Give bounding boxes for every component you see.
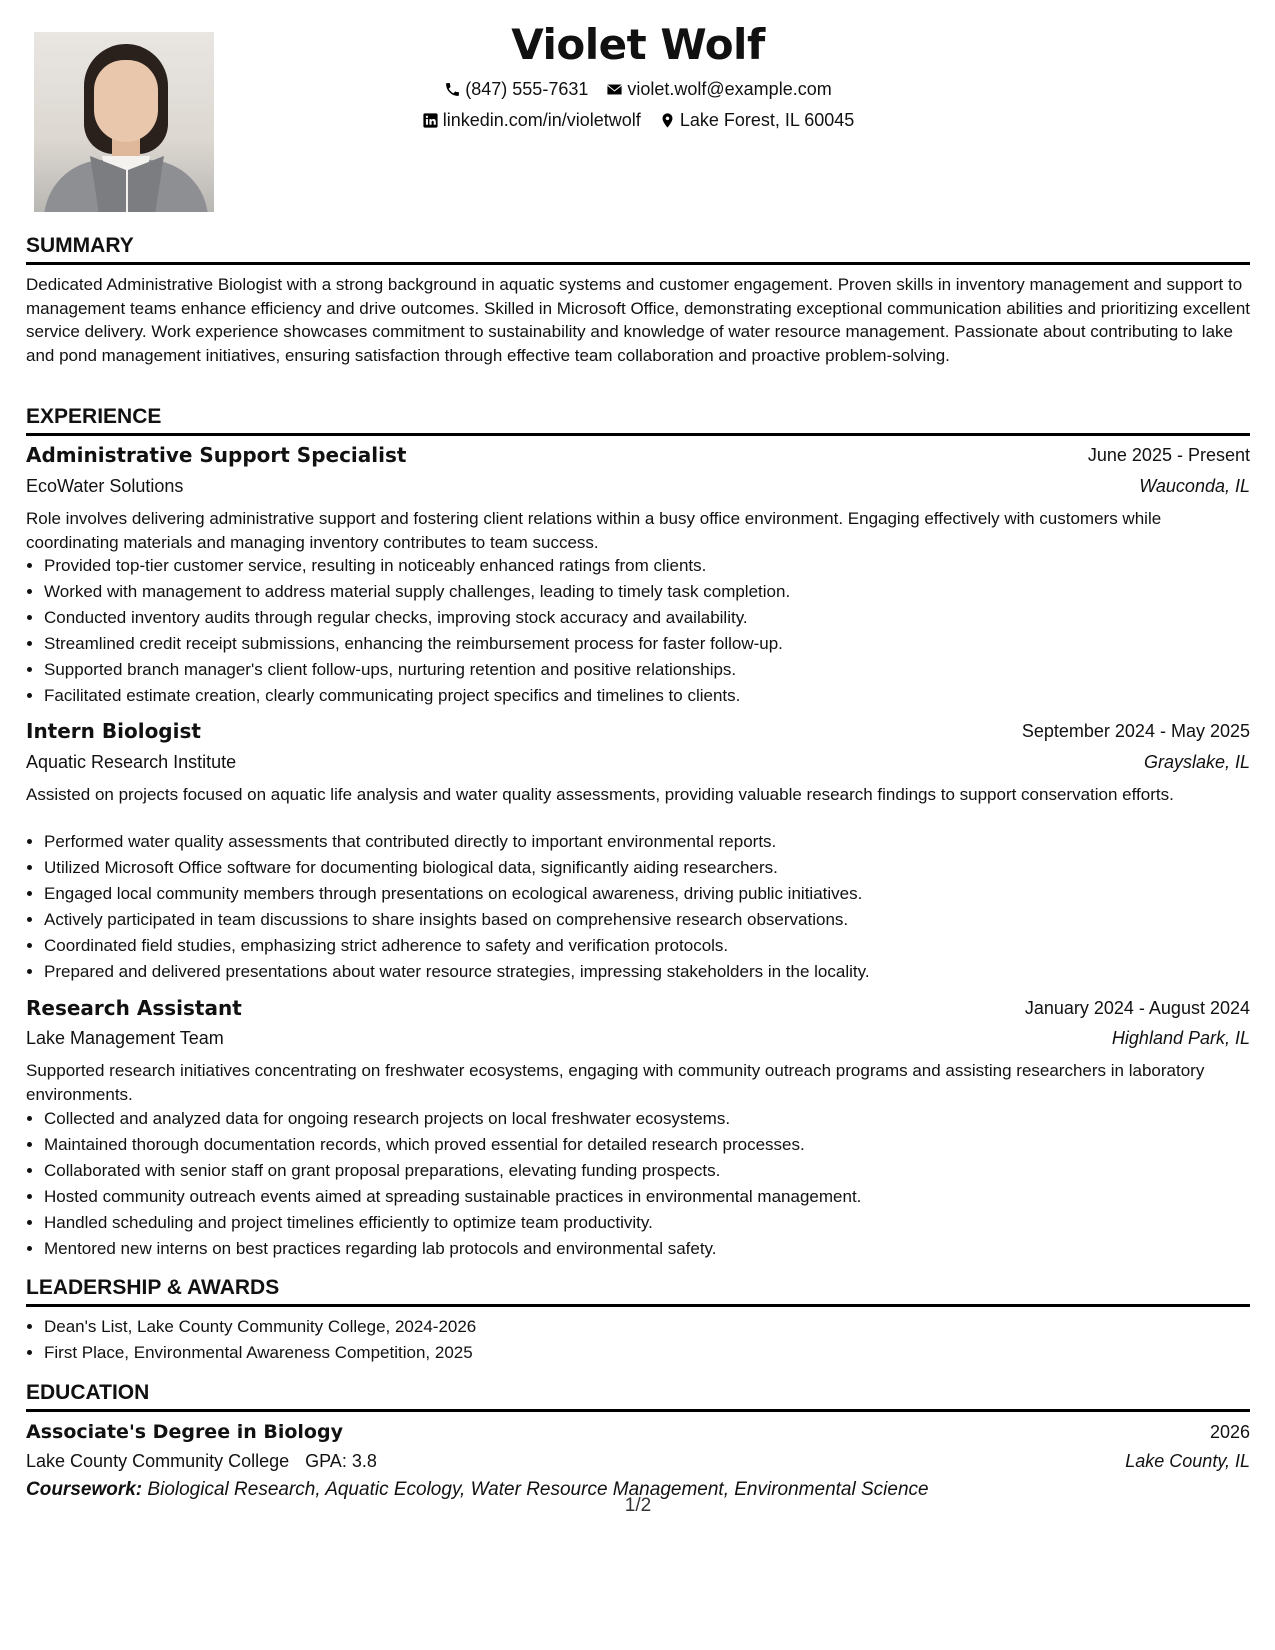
summary-text: Dedicated Administrative Biologist with a strong background in aquatic systems and customer engagement. Proven skills in inventory management and support to management teams enhance efficiency and drive outcomes. Skilled in Microsoft Office, demonstrating exceptional communication abilities and prioritizing excellent service delivery. Work experience showcases commitment to sustainability and knowledge of water resource management. Passionate about contributing to lake and pond management initiatives, ensuring satisfaction through effective team collaboration and proactive problem-solving. <box>26 275 1250 365</box>
contact-row-2 <box>26 110 1250 131</box>
job-location: Highland Park, IL <box>1111 1028 1250 1048</box>
job-location: Wauconda, IL <box>1139 476 1250 496</box>
list-item: • Engaged local community members through presentations on ecological awareness, driving public initiatives. <box>44 881 1268 907</box>
education-heading: EDUCATION <box>26 1381 1250 1412</box>
summary-heading: SUMMARY <box>26 234 1250 265</box>
list-item: • Dean's List, Lake County Community College, 2024-2026 <box>44 1314 1268 1340</box>
awards-list <box>26 1314 1268 1366</box>
contact-row-1 <box>26 79 1250 100</box>
location-text: Lake Forest, IL 60045 <box>679 110 855 130</box>
phone-icon <box>444 81 461 98</box>
list-item: • Worked with management to address material supply challenges, leading to timely task completion. <box>44 579 1268 605</box>
list-item: • Maintained thorough documentation records, which proved essential for detailed research processes. <box>44 1132 1268 1158</box>
job-description: Assisted on projects focused on aquatic life analysis and water quality assessments, providing valuable research findings to support conservation efforts. <box>26 785 1174 804</box>
gpa: GPA: 3.8 <box>305 1451 377 1471</box>
email-address[interactable]: violet.wolf@example.com <box>627 79 832 99</box>
list-item: • Performed water quality assessments that contributed directly to important environmental reports. <box>44 829 1268 855</box>
job-description: Role involves delivering administrative support and fostering client relations within a busy office environment. Engaging effectively with customers while coordinating materials and managing inventory contributes to team success. <box>26 509 1162 552</box>
linkedin-contact[interactable] <box>422 110 641 131</box>
list-item: • Mentored new interns on best practices regarding lab protocols and environmental safety. <box>44 1236 1268 1262</box>
candidate-name: Violet Wolf <box>511 20 765 69</box>
job-date: September 2024 - May 2025 <box>1021 721 1250 741</box>
job-title: Administrative Support Specialist <box>26 443 407 467</box>
leadership-heading: LEADERSHIP & AWARDS <box>26 1276 1250 1307</box>
school-line <box>26 1451 377 1472</box>
list-item: • Prepared and delivered presentations about water resource strategies, impressing stakeholders in the locality. <box>44 959 1268 985</box>
list-item: • Coordinated field studies, emphasizing strict adherence to safety and verification protocols. <box>44 933 1268 959</box>
job-description: Supported research initiatives concentrating on freshwater ecosystems, engaging with community outreach programs and assisting researchers in laboratory environments. <box>26 1061 1205 1104</box>
job-bullets <box>26 829 1268 984</box>
list-item: • Collaborated with senior staff on grant proposal preparations, elevating funding prospects. <box>44 1158 1268 1184</box>
phone-number: (847) 555-7631 <box>465 79 589 99</box>
job-location: Grayslake, IL <box>1143 752 1250 772</box>
job-bullets <box>26 1106 1268 1261</box>
list-item: • Facilitated estimate creation, clearly communicating project specifics and timelines to clients. <box>44 683 1268 709</box>
list-item: • Collected and analyzed data for ongoing research projects on local freshwater ecosystems. <box>44 1106 1268 1132</box>
phone-contact <box>444 79 588 100</box>
list-item: • Streamlined credit receipt submissions, enhancing the reimbursement process for faster follow-up. <box>44 631 1268 657</box>
map-pin-icon <box>659 112 676 129</box>
job-company: Lake Management Team <box>26 1028 224 1048</box>
list-item: • Conducted inventory audits through regular checks, improving stock accuracy and availability. <box>44 605 1268 631</box>
job-company: Aquatic Research Institute <box>26 752 237 772</box>
page-number: 1/2 <box>624 1495 652 1516</box>
job-bullets <box>26 553 1268 708</box>
email-contact[interactable] <box>606 79 831 100</box>
coursework-label: Coursework: <box>26 1479 143 1500</box>
coursework-list: Biological Research, Aquatic Ecology, Water Resource Management, Environmental Science <box>147 1479 929 1500</box>
list-item: • Provided top-tier customer service, resulting in noticeably enhanced ratings from clients. <box>44 553 1268 579</box>
job-title: Research Assistant <box>26 996 242 1020</box>
list-item: • Handled scheduling and project timelines efficiently to optimize team productivity. <box>44 1210 1268 1236</box>
linkedin-icon <box>422 112 439 129</box>
list-item: • Hosted community outreach events aimed at spreading sustainable practices in environmental management. <box>44 1184 1268 1210</box>
graduation-year: 2026 <box>1209 1422 1250 1442</box>
job-title: Intern Biologist <box>26 719 201 743</box>
linkedin-url[interactable]: linkedin.com/in/violetwolf <box>442 110 641 130</box>
school-name: Lake County Community College <box>26 1451 290 1471</box>
degree-title: Associate's Degree in Biology <box>26 1421 343 1443</box>
list-item: • Actively participated in team discussions to share insights based on comprehensive research observations. <box>44 907 1268 933</box>
location-contact <box>659 110 854 131</box>
list-item: • Utilized Microsoft Office software for documenting biological data, significantly aiding researchers. <box>44 855 1268 881</box>
list-item: • Supported branch manager's client follow-ups, nurturing retention and positive relationships. <box>44 657 1268 683</box>
job-company: EcoWater Solutions <box>26 476 184 496</box>
job-date: June 2025 - Present <box>1087 445 1250 465</box>
envelope-icon <box>606 81 623 98</box>
experience-heading: EXPERIENCE <box>26 405 1250 436</box>
list-item: • First Place, Environmental Awareness Competition, 2025 <box>44 1340 1268 1366</box>
school-location: Lake County, IL <box>1125 1451 1250 1471</box>
job-date: January 2024 - August 2024 <box>1024 998 1250 1018</box>
